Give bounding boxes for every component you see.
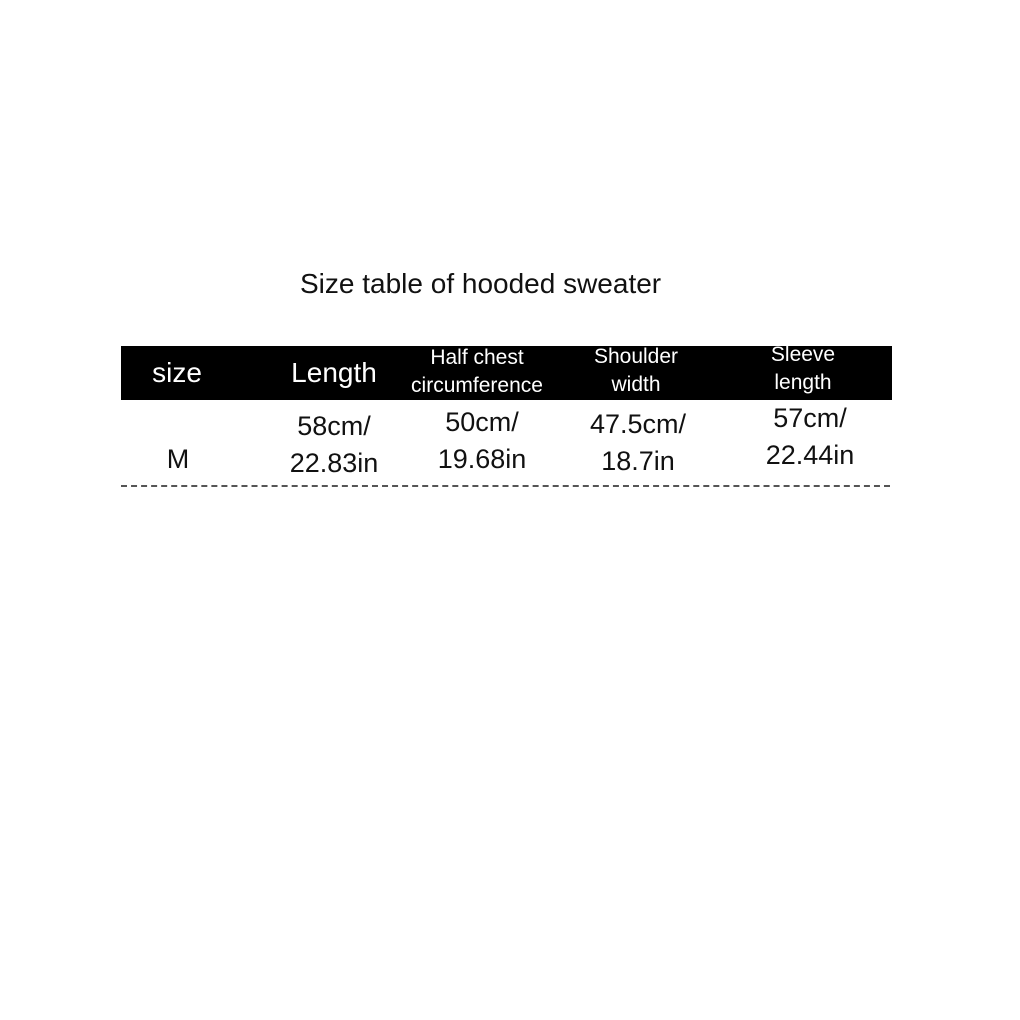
header-sleeve-length xyxy=(743,341,863,397)
cell-length-cm: 58cm/ xyxy=(297,411,371,441)
header-shoulder-line1: Shoulder xyxy=(593,345,679,368)
cell-half-chest-cm: 50cm/ xyxy=(445,407,519,437)
header-shoulder-line2: width xyxy=(611,373,661,396)
cell-sleeve-in: 22.44in xyxy=(765,440,855,470)
table-header-row xyxy=(121,343,892,400)
header-sleeve-line2: length xyxy=(774,371,832,394)
row-divider xyxy=(121,485,890,487)
header-length: Length xyxy=(291,357,377,388)
cell-shoulder-cm: 47.5cm/ xyxy=(589,409,687,439)
page-title: Size table of hooded sweater xyxy=(300,268,662,299)
cell-size: M xyxy=(166,444,190,474)
cell-half-chest-in: 19.68in xyxy=(437,444,527,474)
cell-half-chest xyxy=(419,404,545,478)
header-size: size xyxy=(152,357,202,388)
cell-shoulder xyxy=(573,406,703,480)
table-row xyxy=(121,400,892,486)
header-half-chest xyxy=(397,344,557,400)
cell-length xyxy=(271,408,397,482)
header-shoulder-width xyxy=(576,343,696,399)
cell-sleeve xyxy=(745,400,875,474)
cell-length-in: 22.83in xyxy=(289,448,379,478)
header-sleeve-line1: Sleeve xyxy=(770,343,836,366)
header-half-chest-line1: Half chest xyxy=(430,346,524,369)
header-half-chest-line2: circumference xyxy=(411,374,543,397)
cell-sleeve-cm: 57cm/ xyxy=(773,403,847,433)
cell-shoulder-in: 18.7in xyxy=(601,446,675,476)
